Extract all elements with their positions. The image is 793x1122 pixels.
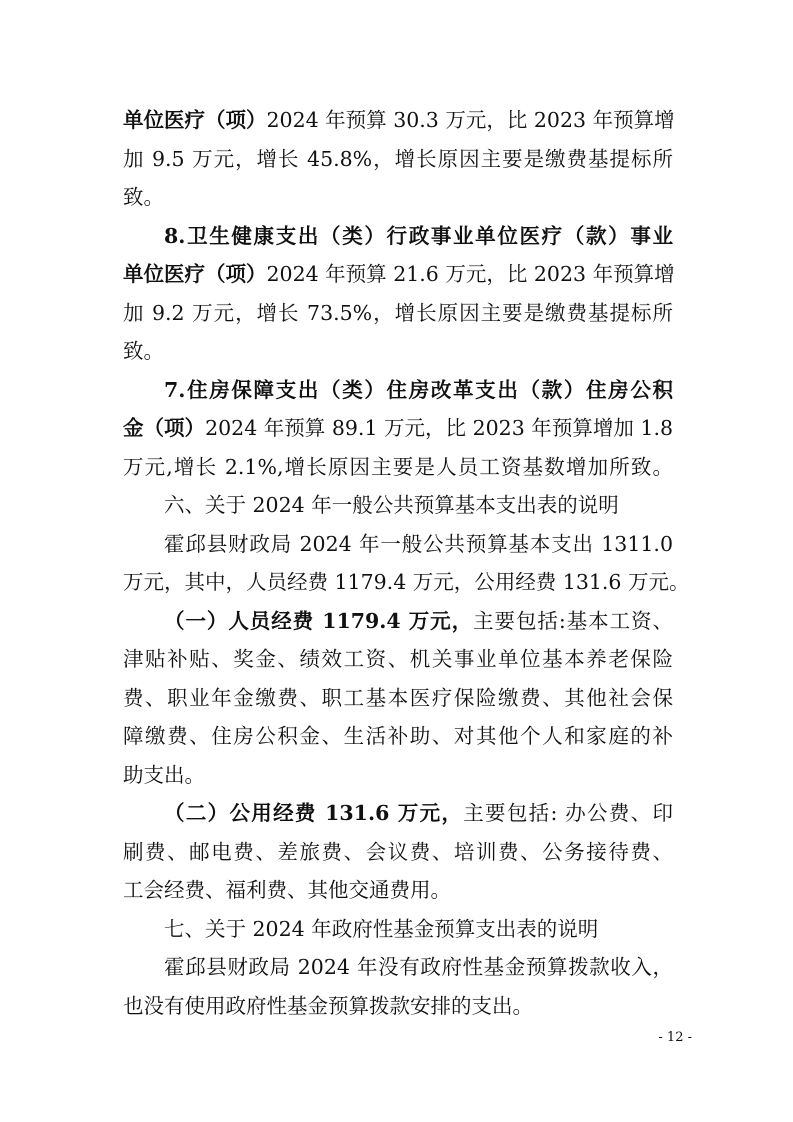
- para-8-line-3: 加 9.2 万元，增长 73.5%，增长原因主要是缴费基提标所: [123, 301, 673, 325]
- section-6-p1-line-2: 万元，其中，人员经费 1179.4 万元，公用经费 131.6 万元。: [123, 570, 690, 594]
- section-6-p3-line-3: 工会经费、福利费、其他交通费用。: [123, 878, 451, 902]
- section-6-p3-line-1: （二）公用经费 131.6 万元，主要包括: 办公费、印: [164, 801, 673, 825]
- para-7-line-2: 金（项）2024 年预算 89.1 万元，比 2023 年预算增加 1.8: [123, 416, 674, 440]
- section-6-heading: 六、关于 2024 年一般公共预算基本支出表的说明: [164, 493, 619, 517]
- para-8-heading: 8.卫生健康支出（类）行政事业单位医疗（款）事业: [164, 224, 673, 248]
- section-6-p1-line-1: 霍邱县财政局 2024 年一般公共预算基本支出 1311.0: [164, 532, 673, 556]
- section-7-heading: 七、关于 2024 年政府性基金预算支出表的说明: [164, 917, 599, 941]
- para-a-line-3: 致。: [123, 185, 164, 209]
- section-7-p1-line-2: 也没有使用政府性基金预算拨款安排的支出。: [123, 994, 533, 1018]
- para-a-line-1: 单位医疗（项）2024 年预算 30.3 万元，比 2023 年预算增: [123, 108, 675, 132]
- section-6-p2-line-4: 障缴费、住房公积金、生活补助、对其他个人和家庭的补: [123, 724, 673, 748]
- para-a-line-2: 加 9.5 万元，增长 45.8%，增长原因主要是缴费基提标所: [123, 147, 673, 171]
- section-6-p2-line-1: （一）人员经费 1179.4 万元，主要包括:基本工资、: [164, 609, 673, 633]
- para-8-line-4: 致。: [123, 339, 164, 363]
- section-6-p3-line-2: 刷费、邮电费、差旅费、会议费、培训费、公务接待费、: [123, 840, 673, 864]
- section-7-p1-line-1: 霍邱县财政局 2024 年没有政府性基金预算拨款收入，: [164, 955, 673, 979]
- section-6-p2-line-5: 助支出。: [123, 763, 205, 787]
- page-number: - 12 -: [658, 1030, 692, 1045]
- para-7-line-3: 万元,增长 2.1%,增长原因主要是人员工资基数增加所致。: [123, 455, 673, 479]
- para-7-heading: 7.住房保障支出（类）住房改革支出（款）住房公积: [164, 378, 673, 402]
- section-6-p2-line-3: 费、职业年金缴费、职工基本医疗保险缴费、其他社会保: [123, 686, 673, 710]
- para-8-line-2: 单位医疗（项）2024 年预算 21.6 万元，比 2023 年预算增: [123, 262, 675, 286]
- section-6-p2-line-2: 津贴补贴、奖金、绩效工资、机关事业单位基本养老保险: [123, 647, 673, 671]
